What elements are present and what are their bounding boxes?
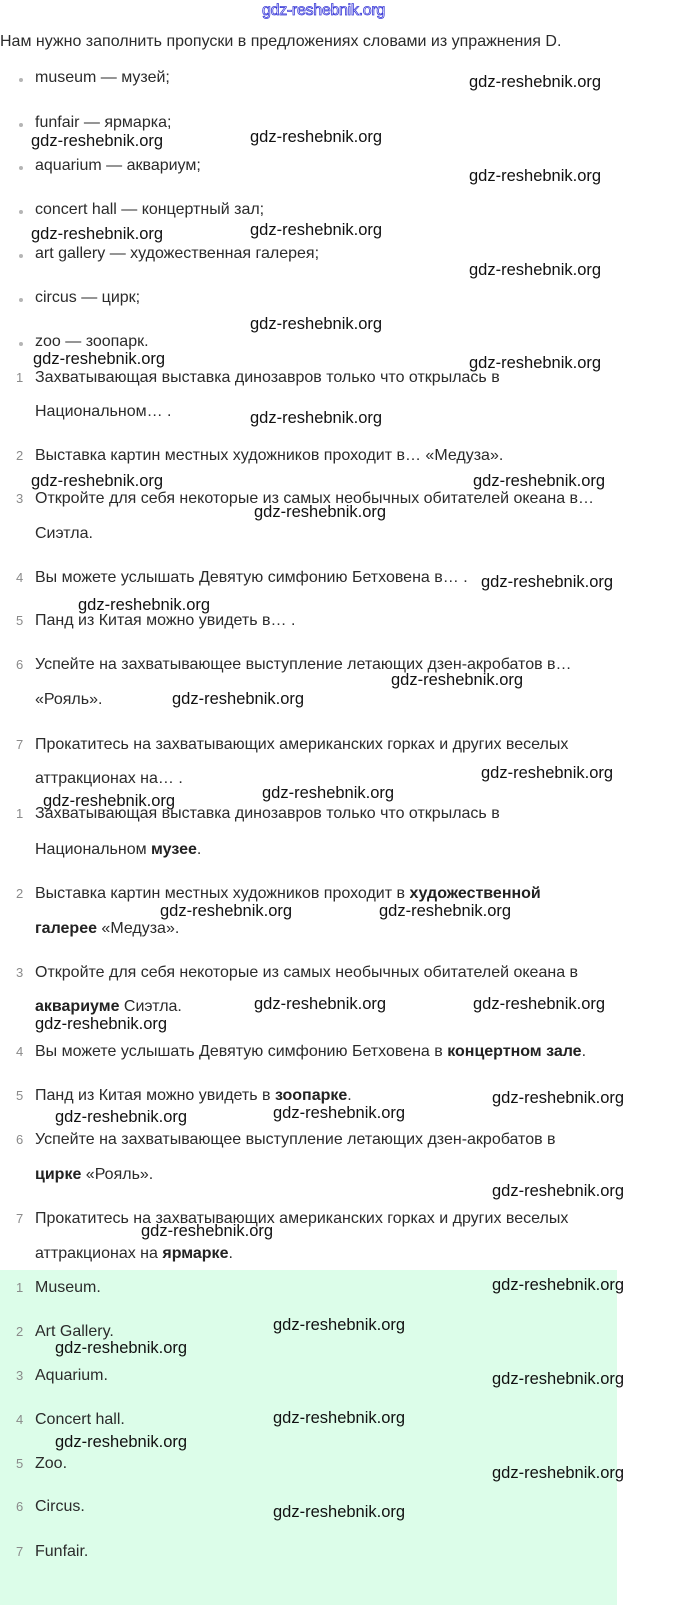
item-number: 4 <box>16 1044 24 1059</box>
watermark: gdz-reshebnik.org <box>31 132 164 150</box>
item-number: 3 <box>16 965 24 980</box>
watermark: gdz-reshebnik.org <box>473 472 606 490</box>
watermark: gdz-reshebnik.org <box>273 1316 406 1334</box>
watermark: gdz-reshebnik.org <box>492 1182 625 1200</box>
watermark: gdz-reshebnik.org <box>469 354 602 372</box>
watermark: gdz-reshebnik.org <box>469 261 602 279</box>
bullet-icon <box>19 166 23 170</box>
sentence-text: Национальном… . <box>35 403 172 420</box>
watermark: gdz-reshebnik.org <box>492 1370 625 1388</box>
item-number: 1 <box>16 1280 24 1295</box>
watermark: gdz-reshebnik.org <box>250 221 383 239</box>
sentence-text: Захватывающая выставка динозавров только что открылась в <box>35 805 500 822</box>
watermark: gdz-reshebnik.org <box>273 1409 406 1427</box>
watermark: gdz-reshebnik.org <box>273 1503 406 1521</box>
answer-word: зоопарке <box>274 1087 348 1104</box>
sentence-text: . <box>228 1245 233 1262</box>
answer-word: аквариуме <box>35 998 120 1015</box>
filled-sentence <box>35 876 660 911</box>
site-logo-watermark: gdz-reshebnik.org <box>262 2 385 19</box>
sentence-text: «Медуза». <box>96 920 180 937</box>
item-number: 2 <box>16 886 24 901</box>
answer-item: Zoo. <box>35 1455 68 1472</box>
watermark: gdz-reshebnik.org <box>250 315 383 333</box>
task-intro: Нам нужно заполнить пропуски в предложениях словами из упражнения D. <box>0 33 562 50</box>
item-number: 3 <box>16 1368 24 1383</box>
item-number: 6 <box>16 1499 24 1514</box>
vocabulary-item: funfair — ярмарка; <box>35 114 172 131</box>
sentence-text: Прокатитесь на захватывающих американских горках и других веселых <box>35 736 569 753</box>
sentence-text: Панд из Китая можно увидеть в… . <box>35 612 296 629</box>
sentence-text: Откройте для себя некоторые из самых необычных обитателей океана в… <box>35 490 595 507</box>
filled-sentence <box>35 1236 660 1271</box>
sentence-text: Вы можете услышать Девятую симфонию Бетховена в… . <box>35 569 468 586</box>
watermark: gdz-reshebnik.org <box>473 995 606 1013</box>
answer-item: Funfair. <box>35 1543 89 1560</box>
watermark: gdz-reshebnik.org <box>33 350 166 368</box>
watermark: gdz-reshebnik.org <box>35 1015 168 1033</box>
watermark: gdz-reshebnik.org <box>273 1104 406 1122</box>
gap-sentence <box>35 647 660 682</box>
answer-item: Concert hall. <box>35 1411 125 1428</box>
sentence-text: аттракционах на… . <box>35 770 183 787</box>
answer-word: концертном зале <box>447 1043 582 1060</box>
answer-item: Circus. <box>35 1498 85 1515</box>
bullet-icon <box>19 78 23 82</box>
vocabulary-item: museum — музей; <box>35 69 170 86</box>
bullet-icon <box>19 210 23 214</box>
watermark: gdz-reshebnik.org <box>391 671 524 689</box>
watermark: gdz-reshebnik.org <box>250 128 383 146</box>
watermark: gdz-reshebnik.org <box>78 596 211 614</box>
item-number: 1 <box>16 370 24 385</box>
item-number: 5 <box>16 1088 24 1103</box>
item-number: 5 <box>16 1456 24 1471</box>
watermark: gdz-reshebnik.org <box>31 225 164 243</box>
filled-sentence <box>35 955 660 990</box>
watermark: gdz-reshebnik.org <box>469 73 602 91</box>
sentence-text: аттракционах на <box>35 1245 163 1262</box>
answer-word: музее <box>151 841 197 858</box>
vocabulary-item: aquarium — аквариум; <box>35 157 201 174</box>
answer-word: художественной <box>409 885 541 902</box>
watermark: gdz-reshebnik.org <box>379 902 512 920</box>
sentence-text: Сиэтла. <box>35 525 93 542</box>
item-number: 1 <box>16 806 24 821</box>
vocabulary-item: art gallery — художественная галерея; <box>35 245 320 262</box>
item-number: 2 <box>16 1324 24 1339</box>
vocabulary-item: circus — цирк; <box>35 289 141 306</box>
watermark: gdz-reshebnik.org <box>481 573 614 591</box>
watermark: gdz-reshebnik.org <box>262 784 395 802</box>
watermark: gdz-reshebnik.org <box>254 503 387 521</box>
sentence-text: . <box>196 841 202 858</box>
bullet-icon <box>19 298 23 302</box>
item-number: 4 <box>16 570 24 585</box>
bullet-icon <box>19 254 23 258</box>
filled-sentence <box>35 1201 660 1236</box>
gap-sentence <box>35 727 660 762</box>
filled-sentence <box>35 832 660 867</box>
sentence-text: Успейте на захватывающее выступление летающих дзен-акробатов в <box>35 1131 556 1148</box>
item-number: 4 <box>16 1412 24 1427</box>
item-number: 6 <box>16 657 24 672</box>
answer-word: цирке <box>35 1166 82 1183</box>
item-number: 7 <box>16 1211 24 1226</box>
sentence-text: . <box>347 1087 352 1104</box>
filled-sentence <box>35 1034 660 1069</box>
sentence-text: . <box>581 1043 587 1060</box>
watermark: gdz-reshebnik.org <box>141 1222 274 1240</box>
item-number: 2 <box>16 448 24 463</box>
sentence-text: Национальном <box>35 841 152 858</box>
answer-item: Aquarium. <box>35 1367 108 1384</box>
item-number: 5 <box>16 613 24 628</box>
filled-sentence <box>35 911 660 946</box>
bullet-icon <box>19 123 23 127</box>
watermark: gdz-reshebnik.org <box>172 690 305 708</box>
sentence-text: «Рояль». <box>81 1166 154 1183</box>
watermark: gdz-reshebnik.org <box>31 472 164 490</box>
watermark: gdz-reshebnik.org <box>43 792 176 810</box>
watermark: gdz-reshebnik.org <box>55 1339 188 1357</box>
gap-sentence <box>35 438 660 473</box>
gap-sentence <box>35 682 660 717</box>
watermark: gdz-reshebnik.org <box>492 1464 625 1482</box>
watermark: gdz-reshebnik.org <box>254 995 387 1013</box>
watermark: gdz-reshebnik.org <box>160 902 293 920</box>
sentence-text: Откройте для себя некоторые из самых необычных обитателей океана в <box>35 964 579 981</box>
sentence-text: «Рояль». <box>35 691 103 708</box>
filled-sentence <box>35 1122 660 1157</box>
watermark: gdz-reshebnik.org <box>55 1433 188 1451</box>
sentence-text: Успейте на захватывающее выступление летающих дзен-акробатов в… <box>35 656 572 673</box>
vocabulary-item: concert hall — концертный зал; <box>35 201 265 218</box>
sentence-text: Выставка картин местных художников проходит в… «Медуза». <box>35 447 504 464</box>
sentence-text: Вы можете услышать Девятую симфонию Бетховена в <box>35 1043 448 1060</box>
vocabulary-item: zoo — зоопарк. <box>35 333 149 350</box>
sentence-text: Панд из Китая можно увидеть в <box>35 1087 275 1104</box>
item-number: 7 <box>16 737 24 752</box>
sentence-text: Выставка картин местных художников проходит в <box>35 885 410 902</box>
watermark: gdz-reshebnik.org <box>481 764 614 782</box>
watermark: gdz-reshebnik.org <box>250 409 383 427</box>
watermark: gdz-reshebnik.org <box>492 1089 625 1107</box>
answer-word: ярмарке <box>162 1245 229 1262</box>
watermark: gdz-reshebnik.org <box>469 167 602 185</box>
watermark: gdz-reshebnik.org <box>55 1108 188 1126</box>
sentence-text: Прокатитесь на захватывающих американских горках и других веселых <box>35 1210 569 1227</box>
answer-item: Art Gallery. <box>35 1323 114 1340</box>
item-number: 3 <box>16 491 24 506</box>
watermark: gdz-reshebnik.org <box>492 1276 625 1294</box>
item-number: 7 <box>16 1544 24 1559</box>
answer-word: галерее <box>35 920 97 937</box>
sentence-text: Сиэтла. <box>119 998 182 1015</box>
answer-item: Museum. <box>35 1279 101 1296</box>
bullet-icon <box>19 342 23 346</box>
item-number: 6 <box>16 1132 24 1147</box>
sentence-text: Захватывающая выставка динозавров только что открылась в <box>35 369 500 386</box>
